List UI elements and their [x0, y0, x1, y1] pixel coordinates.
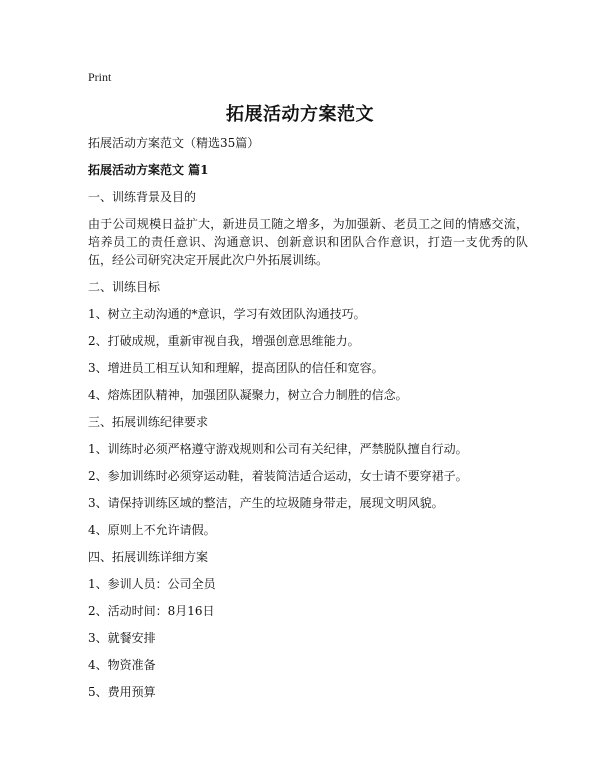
heading-plan: 四、拓展训练详细方案	[88, 550, 209, 564]
print-link[interactable]: Print	[88, 70, 112, 84]
document-subtitle: 拓展活动方案范文（精选35篇）	[88, 136, 260, 150]
discipline-item: 2、参加训练时必须穿运动鞋，着装简洁适合运动，女士请不要穿裙子。	[88, 469, 468, 483]
plan-item: 3、就餐安排	[88, 631, 156, 645]
discipline-item: 4、原则上不允许请假。	[88, 523, 216, 537]
plan-item: 2、活动时间：8月16日	[88, 604, 215, 618]
plan-item: 5、费用预算	[88, 685, 156, 699]
plan-item: 1、参训人员：公司全员	[88, 577, 216, 591]
goal-item: 4、熔炼团队精神，加强团队凝聚力，树立合力制胜的信念。	[88, 388, 408, 402]
heading-goals: 二、训练目标	[88, 280, 161, 294]
plan-item: 4、物资准备	[88, 658, 156, 672]
goal-item: 3、增进员工相互认知和理解，提高团队的信任和宽容。	[88, 361, 384, 375]
heading-background: 一、训练背景及目的	[88, 190, 197, 204]
section-heading: 拓展活动方案范文 篇1	[88, 163, 209, 177]
document-body	[88, 134, 528, 710]
goal-item: 2、打破成规，重新审视自我，增强创意思维能力。	[88, 334, 360, 348]
discipline-item: 1、训练时必须严格遵守游戏规则和公司有关纪律，严禁脱队擅自行动。	[88, 442, 468, 456]
document-title: 拓展活动方案范文	[226, 104, 374, 125]
discipline-item: 3、请保持训练区域的整洁，产生的垃圾随身带走，展现文明风貌。	[88, 496, 444, 510]
background-paragraph: 由于公司规模日益扩大，新进员工随之增多，为加强新、老员工之间的情感交流，培养员工的责任意识、沟通意识、创新意识和团队合作意识，打造一支优秀的队伍，经公司研究决定开展此次户外拓展训练。	[88, 217, 528, 267]
heading-discipline: 三、拓展训练纪律要求	[88, 415, 209, 429]
goal-item: 1、树立主动沟通的*意识，学习有效团队沟通技巧。	[88, 307, 366, 321]
